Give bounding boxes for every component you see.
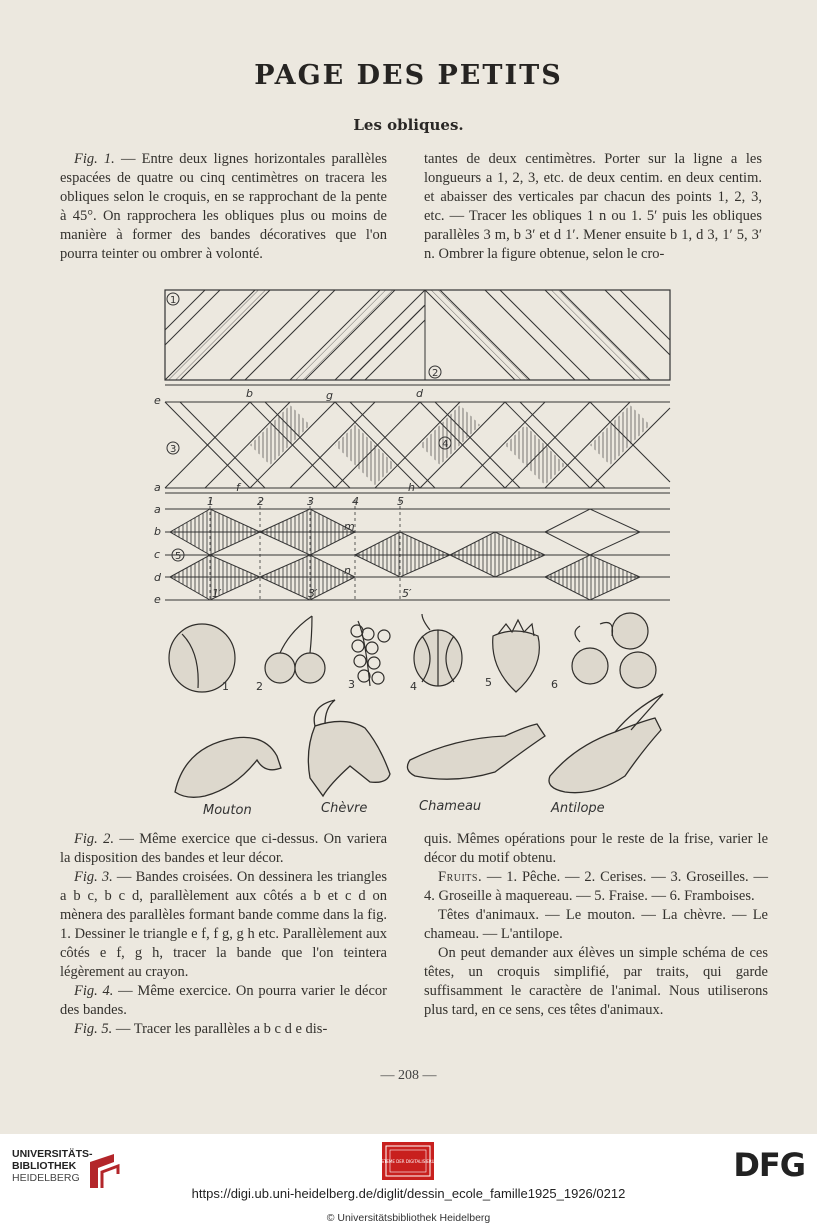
fig3-label: Fig. 3. — [74, 869, 113, 885]
fig5-text: — Tracer les parallèles a b c d e dis- — [112, 1021, 328, 1037]
fig-num-1: 1 — [170, 295, 177, 306]
label-e-5: e — [154, 593, 161, 606]
gooseberry-drawing — [414, 614, 462, 686]
page-number: — 208 — — [380, 1068, 437, 1083]
fruit-number-1: 1 — [222, 680, 229, 693]
bottom-right-p3: Têtes d'animaux. — Le mouton. — La chèvre. — Le chameau. — L'antilope. — [424, 907, 768, 942]
permalink-url[interactable]: https://digi.ub.uni-heidelberg.de/diglit/dessin_ecole_famille1925_1926/0212 — [191, 1186, 626, 1201]
bottom-right-p4: On peut demander aux élèves un simple schéma de ces têtes, un croquis simplifié, par traits, qui garde suffisamment le caractère de l'animal. Nous utiliserons plus tard, en ce sens, ces têtes d'animaux. — [424, 945, 768, 1018]
band-fig1-fig2 — [165, 290, 670, 385]
band-fig3-fig4 — [165, 402, 670, 493]
text-column-top-left — [60, 150, 387, 264]
fig3-text: — Bandes croisées. On dessinera les triangles a b c, b c d, parallèlement aux côtés a b et c d on mènera des parallèles formant bande comme dans la fig. 1. Dessiner le triangle e f, f g, g h etc. Parallèlement aux côtés e f, g h, tracer la bande que l'on teintera légèrement au crayon. — [60, 869, 387, 980]
library-name-line3: HEIDELBERG — [12, 1172, 80, 1184]
raspberries-drawing — [572, 613, 656, 688]
label-c-5: c — [154, 548, 161, 561]
top-right-text: tantes de deux centimètres. Porter sur la ligne a les longueurs a 1, 2, 3, etc. de deux centim. en deux centim. et abaisser des verticales par chacun des points 1, 2, 3, etc. — Tracer les obliques 1 n ou 1. 5′ puis les obliques parallèles 3 m, b 3′ et d 1′. Mener ensuite b 1, d 3, 1′ 5, 3′ n. Ombrer la figure obtenue, selon le cro- — [424, 151, 762, 262]
caption-mouton: Mouton — [203, 803, 252, 818]
label-d-5: d — [154, 571, 161, 584]
fig-num-4: 4 — [442, 439, 449, 450]
fruits-label: Fruits. — [438, 869, 483, 885]
cherries-drawing — [265, 616, 325, 683]
tick-3: 3 — [307, 495, 314, 508]
label-g: g — [326, 389, 333, 402]
dfg-logo[interactable]: DFG — [733, 1146, 805, 1184]
label-a-5: a — [154, 503, 161, 516]
label-3-prime: 3′ — [308, 587, 318, 600]
label-n: n — [344, 564, 351, 577]
tick-1: 1 — [207, 495, 214, 508]
label-f: f — [236, 481, 240, 494]
label-b-5: b — [154, 525, 161, 538]
fig-num-5: 5 — [175, 551, 182, 562]
fruit-number-5: 5 — [485, 676, 492, 689]
fig2-label: Fig. 2. — [74, 831, 114, 847]
caption-chevre: Chèvre — [321, 801, 368, 816]
label-m: m — [344, 520, 355, 533]
text-column-bottom-left — [60, 830, 387, 1039]
fruit-number-6: 6 — [551, 678, 558, 691]
label-b: b — [246, 387, 253, 400]
fig5-label: Fig. 5. — [74, 1021, 113, 1037]
text-column-bottom-right — [424, 830, 768, 1020]
label-d: d — [416, 387, 423, 400]
label-1-prime: 1′ — [212, 587, 222, 600]
digitization-logo[interactable] — [375, 1142, 441, 1180]
fig-num-2: 2 — [432, 368, 439, 379]
page-title: PAGE DES PETITS — [254, 60, 563, 91]
animal-heads-illustration — [165, 696, 675, 818]
page-subtitle: Les obliques. — [353, 116, 464, 134]
label-a: a — [154, 481, 161, 494]
fruit-number-2: 2 — [256, 680, 263, 693]
sheep-head-drawing — [175, 737, 281, 797]
label-h: h — [408, 481, 415, 494]
fig1-label: Fig. 1. — [74, 151, 115, 167]
camel-head-drawing — [407, 724, 545, 779]
fruits-text: — 1. Pêche. — 2. Cerises. — 3. Groseilles. — 4. Groseille à maquereau. — 5. Fraise. — 6. Framboises. — [424, 869, 768, 904]
currants-drawing — [351, 621, 390, 686]
fig1-text: — Entre deux lignes horizontales parallèles espacées de quatre ou cinq centimètres on tracera les obliques selon le croquis, en se rapprochant de la pente à 45°. On rapprochera les obliques plus ou moins de manière à former des bandes décoratives que l'on pourra teinter ou ombrer à volonté. — [60, 151, 387, 262]
band-fig5 — [165, 500, 670, 600]
label-e-top: e — [154, 394, 161, 407]
tick-4: 4 — [352, 495, 359, 508]
strawberry-drawing — [493, 620, 540, 692]
caption-antilope: Antilope — [551, 801, 605, 816]
tick-5: 5 — [397, 495, 404, 508]
tick-2: 2 — [257, 495, 264, 508]
text-column-top-right — [424, 150, 762, 264]
antelope-head-drawing — [549, 718, 661, 793]
digitization-logo-text: EPISTEME DER DIGITALISIERUNG — [375, 1159, 441, 1164]
copyright-notice: © Universitätsbibliothek Heidelberg — [326, 1212, 491, 1224]
library-name-line1: UNIVERSITÄTS- — [12, 1148, 93, 1160]
fruit-number-3: 3 — [348, 678, 355, 691]
geometric-figure — [150, 285, 680, 615]
label-5-prime: 5′ — [402, 587, 412, 600]
fig4-label: Fig. 4. — [74, 983, 114, 999]
goat-head-drawing — [308, 721, 390, 796]
digitization-logo-icon — [375, 1142, 441, 1180]
fruit-number-4: 4 — [410, 680, 417, 693]
viewer-footer — [0, 1134, 817, 1232]
caption-chameau: Chameau — [419, 799, 482, 814]
library-name-line2: BIBLIOTHEK — [12, 1160, 77, 1172]
fig2-text: — Même exercice que ci-dessus. On variera la disposition des bandes et leur décor. — [60, 831, 387, 866]
fig4-text: — Même exercice. On pourra varier le décor des bandes. — [60, 983, 387, 1018]
fig-num-3: 3 — [170, 444, 177, 455]
fruits-illustration — [160, 606, 680, 698]
bottom-right-p1: quis. Mêmes opérations pour le reste de la frise, varier le décor du motif obtenu. — [424, 831, 768, 866]
